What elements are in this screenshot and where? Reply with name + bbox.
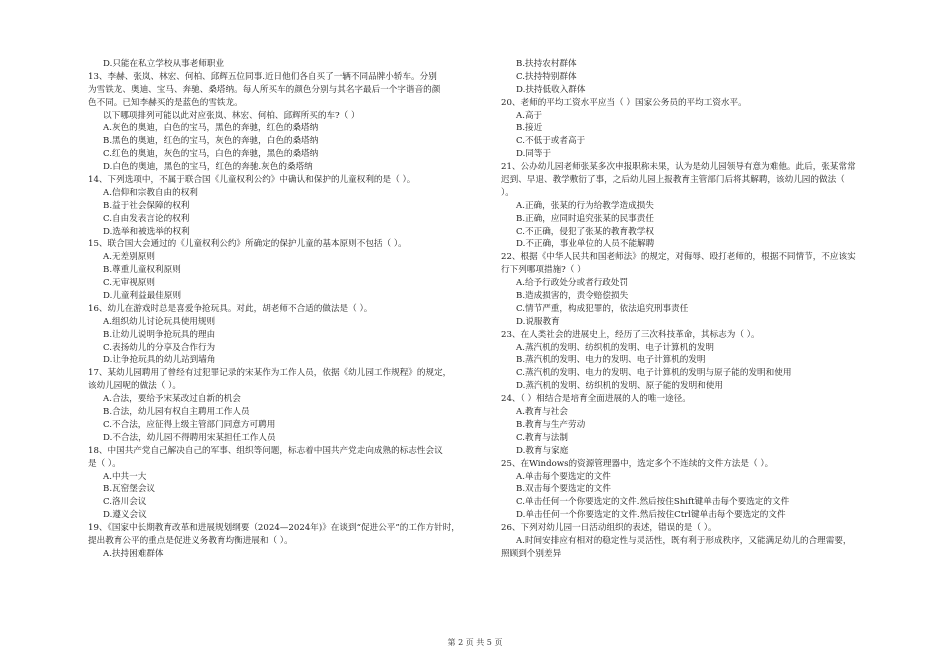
question-text: 13、李赫、张岚、林宏、何柏、邱辉五位同事.近日他们各自买了一辆不同品牌小轿车。分别 [88,71,437,82]
answer-option: D.遵义会议 [103,510,147,521]
answer-option: D.同等于 [516,149,552,160]
answer-option: B.蒸汽机的发明、电力的发明、电子计算机的发明 [516,355,706,366]
answer-option: D.说服教育 [516,316,560,327]
answer-option: A.灰色的奥迪，白色的宝马，黑色的奔驰，红色的桑塔纳 [103,123,319,134]
answer-option: A.正确，张某的行为给教学造成损失 [516,200,654,211]
question-text: 21、公办幼儿园老师张某多次申报职称未果，认为是幼儿园领导有意为难他。此后，张某常常 [501,162,856,173]
answer-option: A.单击每个要选定的文件 [516,471,611,482]
answer-option: C.教育与法制 [516,432,568,443]
page-number: 第 2 页 共 5 页 [447,638,503,647]
answer-option: D.单击任何一个你要选定的文件.然后按住Ctrl键单击每个要选定的文件 [516,510,786,521]
question-text-continued: 色不同。已知李赫买的是蓝色的雪铁龙。 [88,97,243,108]
answer-option: A.高于 [516,110,543,121]
answer-option: B.正确，应同时追究张某的民事责任 [516,213,654,224]
question-text-continued: 提出教育公平的重点是促进义务教育均衡进展和（ ）。 [88,535,293,546]
answer-option: C.单击任何一个你要选定的文件.然后按住Shift键单击每个要选定的文件 [516,497,790,508]
question-text: 20、老师的平均工资水平应当（ ）国家公务员的平均工资水平。 [501,97,747,108]
answer-option: B.接近 [516,123,543,134]
answer-option: B.瓦窑堡会议 [103,484,156,495]
question-text: 19、《国家中长期教育改革和进展规划纲要（2024—2024年)》在谈到“促进公平”的工作方针时， [88,523,460,534]
answer-option: D.教育与家庭 [516,445,569,456]
right-column [501,58,861,561]
answer-option: A.信仰和宗教自由的权利 [103,187,198,198]
question-text-continued: 该幼儿园呢的做法（ ）。 [88,381,181,392]
answer-option: B.尊重儿童权利原则 [103,265,181,276]
answer-option: A.教育与社会 [516,407,568,418]
question-text: 23、在人类社会的进展史上，经历了三次科技革命，其标志为（ ）。 [501,329,760,340]
answer-option: C.不低于或者高于 [516,136,586,147]
question-text: 22、根据《中华人民共和国老师法》的规定，对侮辱、殴打老师的，根据不同情节，不应该实 [501,252,856,263]
answer-option: D.选举和被选举的权利 [103,226,190,237]
question-text: 16、幼儿在游戏时总是喜爱争抢玩具。对此，胡老师不合适的做法是（ ）。 [88,303,373,314]
answer-option: B.双击每个要选定的文件 [516,484,611,495]
left-column [88,58,498,561]
answer-option: D.只能在私立学校从事老师职业 [103,59,225,69]
question-text: 14、下列选项中，不属于联合国《儿童权利公约》中确认和保护的儿童权利的是（ ）。 [88,175,416,186]
answer-option: 以下哪项排列可能以此对应张岚、林宏、何柏、邱辉所买的车?（ ） [103,110,360,121]
answer-option: C.不正确，侵犯了张某的教育教学权 [516,226,654,237]
question-text: 18、中国共产党自己解决自己的军事、组织等问题，标志着中国共产党走向成熟的标志性会议 [88,445,443,456]
answer-option: B.造成损害的，责令赔偿损失 [516,291,629,302]
answer-option: D.扶持低收入群体 [516,84,586,95]
answer-option: B.合法，幼儿园有权自主聘用工作人员 [103,407,250,418]
answer-option: C.自由发表言论的权利 [103,213,190,224]
answer-option: C.不合法，应征得上级主管部门同意方可聘用 [103,419,276,430]
answer-option: A.蒸汽机的发明、纺织机的发明、电子计算机的发明 [516,342,715,353]
answer-option: C.表扬幼儿的分享及合作行为 [103,342,216,353]
answer-option: C.红色的奥迪，灰色的宝马，白色的奔驰，黑色的桑塔纳 [103,149,319,160]
question-text-continued: 迟到、早退、教学敷衍了事，之后幼儿园上报教育主管部门后将其解聘，该幼儿园的做法（ [501,175,845,186]
question-text: 15、联合国大会通过的《儿童权利公约》所确定的保护儿童的基本原则不包括（ ）。 [88,239,407,250]
answer-option: C.无审视原则 [103,278,155,289]
question-text: 25、在Windows的资源管理器中，选定多个不连续的文件方法是（ ）。 [501,458,774,469]
answer-option: B.黑色的奥迪，红色的宝马，灰色的奔驰，白色的桑塔纳 [103,136,319,147]
question-text-continued: 为雪铁龙、奥迪、宝马、奔驰、桑塔纳。每人所买车的颜色分别与其名字最后一个字谐音的颜 [88,84,441,95]
answer-option: D.不合法，幼儿园不得聘用宋某担任工作人员 [103,432,276,443]
answer-option: B.教育与生产劳动 [516,419,586,430]
question-text-continued: 行下列哪项措施?（ ） [501,265,586,276]
question-text-continued: 是（ ）。 [88,458,121,469]
answer-option: A.组织幼儿讨论玩具使用规则 [103,316,216,327]
answer-option: B.益于社会保障的权利 [103,200,190,211]
answer-option: D.让争抢玩具的幼儿站到墙角 [103,355,216,366]
answer-option: D.蒸汽机的发明、纺织机的发明、原子能的发明和使用 [516,381,723,392]
answer-option: C.蒸汽机的发明、电力的发明、电子计算机的发明与原子能的发明和使用 [516,368,792,379]
answer-option: C.洛川会议 [103,497,147,508]
answer-option: B.扶持农村群体 [516,59,577,69]
answer-option: C.情节严重，构成犯罪的，依法追究刑事责任 [516,303,689,314]
answer-option: A.无差别原则 [103,252,155,263]
answer-option: A.中共一大 [103,471,147,482]
answer-option: A.扶持困难群体 [103,548,164,559]
answer-option: C.扶持特别群体 [516,71,577,82]
question-text-continued: 照顾到个别差异 [501,548,562,559]
answer-option: D.儿童利益最佳原则 [103,291,182,302]
question-text-continued: ）。 [501,187,514,198]
answer-option: D.白色的奥迪，黑色的宝马，红色的奔驰.灰色的桑塔纳 [103,162,313,173]
answer-option: D.不正确，事业单位的人员不能解聘 [516,239,655,250]
answer-option: A.时间安排应有相对的稳定性与灵活性，既有利于形成秩序，又能满足幼儿的合理需要， [516,535,852,546]
answer-option: A.合法，要给予宋某改过自新的机会 [103,394,241,405]
question-text: 17、某幼儿园聘用了曾经有过犯罪记录的宋某作为工作人员，依据《幼儿园工作规程》的规定， [88,368,452,379]
answer-option: A.给予行政处分或者行政处罚 [516,278,629,289]
answer-option: B.让幼儿说明争抢玩具的理由 [103,329,216,340]
question-text: 24、（ ）相结合是培育全面进展的人的唯一途径。 [501,394,691,405]
question-text: 26、下列对幼儿园一日活动组织的表述，错误的是（ ）。 [501,523,717,534]
